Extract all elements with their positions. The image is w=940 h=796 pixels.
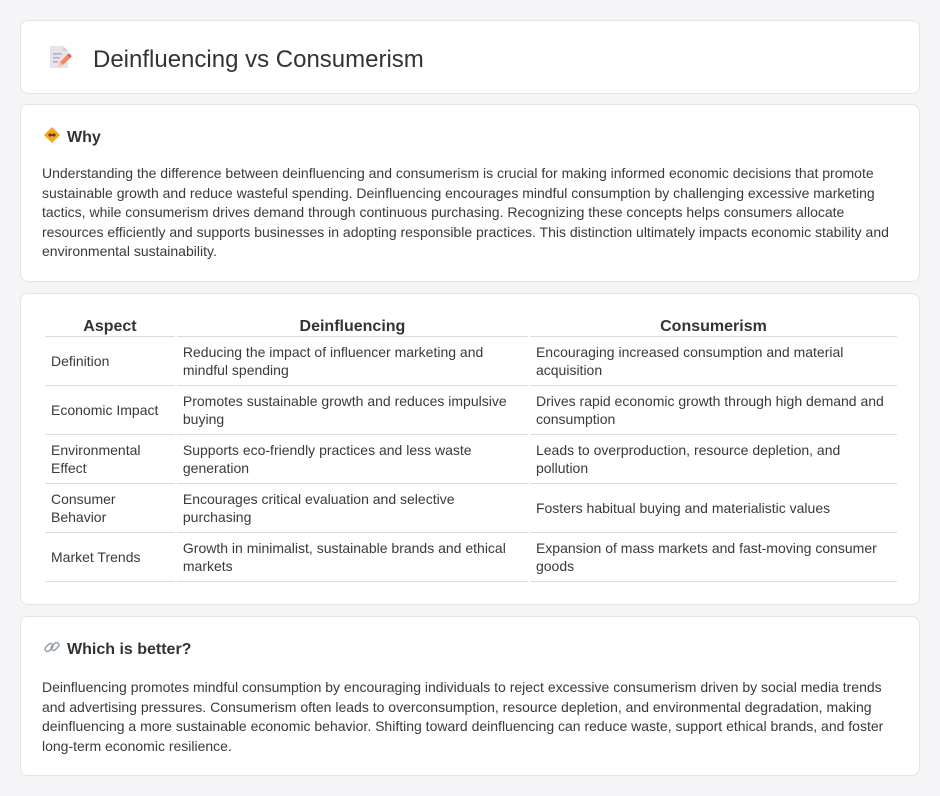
better-title: Which is better? — [67, 640, 192, 658]
table-row — [45, 484, 897, 533]
table-row — [45, 435, 897, 484]
comparison-section — [20, 293, 920, 605]
row-aspect: Economic Impact — [45, 386, 175, 435]
which-is-better-section — [20, 616, 920, 776]
row-consumerism: Fosters habitual buying and materialistic values — [530, 484, 897, 533]
row-consumerism: Drives rapid economic growth through high demand and consumption — [530, 386, 897, 435]
row-consumerism: Expansion of mass markets and fast-moving consumer goods — [530, 533, 897, 582]
comparison-table — [43, 316, 899, 582]
row-deinfluencing: Promotes sustainable growth and reduces impulsive buying — [177, 386, 528, 435]
header-aspect: Aspect — [45, 316, 175, 337]
row-aspect: Consumer Behavior — [45, 484, 175, 533]
row-deinfluencing: Growth in minimalist, sustainable brands and ethical markets — [177, 533, 528, 582]
diamond-arrows-icon — [43, 126, 61, 149]
why-title: Why — [67, 128, 101, 146]
document-pencil-icon — [45, 43, 73, 76]
why-section — [20, 104, 920, 282]
row-deinfluencing: Supports eco-friendly practices and less waste generation — [177, 435, 528, 484]
table-row — [45, 337, 897, 386]
row-aspect: Market Trends — [45, 533, 175, 582]
title-card — [20, 20, 920, 94]
row-aspect: Environmental Effect — [45, 435, 175, 484]
header-deinfluencing: Deinfluencing — [177, 316, 528, 337]
table-row — [45, 533, 897, 582]
why-heading — [43, 126, 101, 149]
why-text: Understanding the difference between deinfluencing and consumerism is crucial for making informed economic decisions that promote sustainable growth and reduce wasteful spending. Deinfluencing encourages mindful consumption by challenging excessive marketing tactics, while consumerism drives demand through continuous purchasing. Recognizing these concepts helps consumers allocate resources efficiently and supports businesses in adopting responsible practices. This distinction ultimately impacts economic stability and environmental sustainability. — [42, 165, 889, 260]
row-aspect: Definition — [45, 337, 175, 386]
better-heading — [43, 638, 191, 661]
link-icon — [43, 638, 61, 661]
row-deinfluencing: Reducing the impact of influencer marketing and mindful spending — [177, 337, 528, 386]
table-header-row — [45, 316, 897, 337]
title-row — [45, 43, 424, 76]
page-title: Deinfluencing vs Consumerism — [93, 45, 424, 73]
header-consumerism: Consumerism — [530, 316, 897, 337]
better-text: Deinfluencing promotes mindful consumption by encouraging individuals to reject excessive consumerism driven by social media trends and advertising pressures. Consumerism often leads to overconsumption, resource depletion, and environmental degradation, making deinfluencing a more sustainable economic behavior. Shifting toward deinfluencing can reduce waste, support ethical brands, and foster long-term economic resilience. — [42, 679, 884, 754]
row-deinfluencing: Encourages critical evaluation and selective purchasing — [177, 484, 528, 533]
row-consumerism: Leads to overproduction, resource depletion, and pollution — [530, 435, 897, 484]
table-row — [45, 386, 897, 435]
row-consumerism: Encouraging increased consumption and material acquisition — [530, 337, 897, 386]
